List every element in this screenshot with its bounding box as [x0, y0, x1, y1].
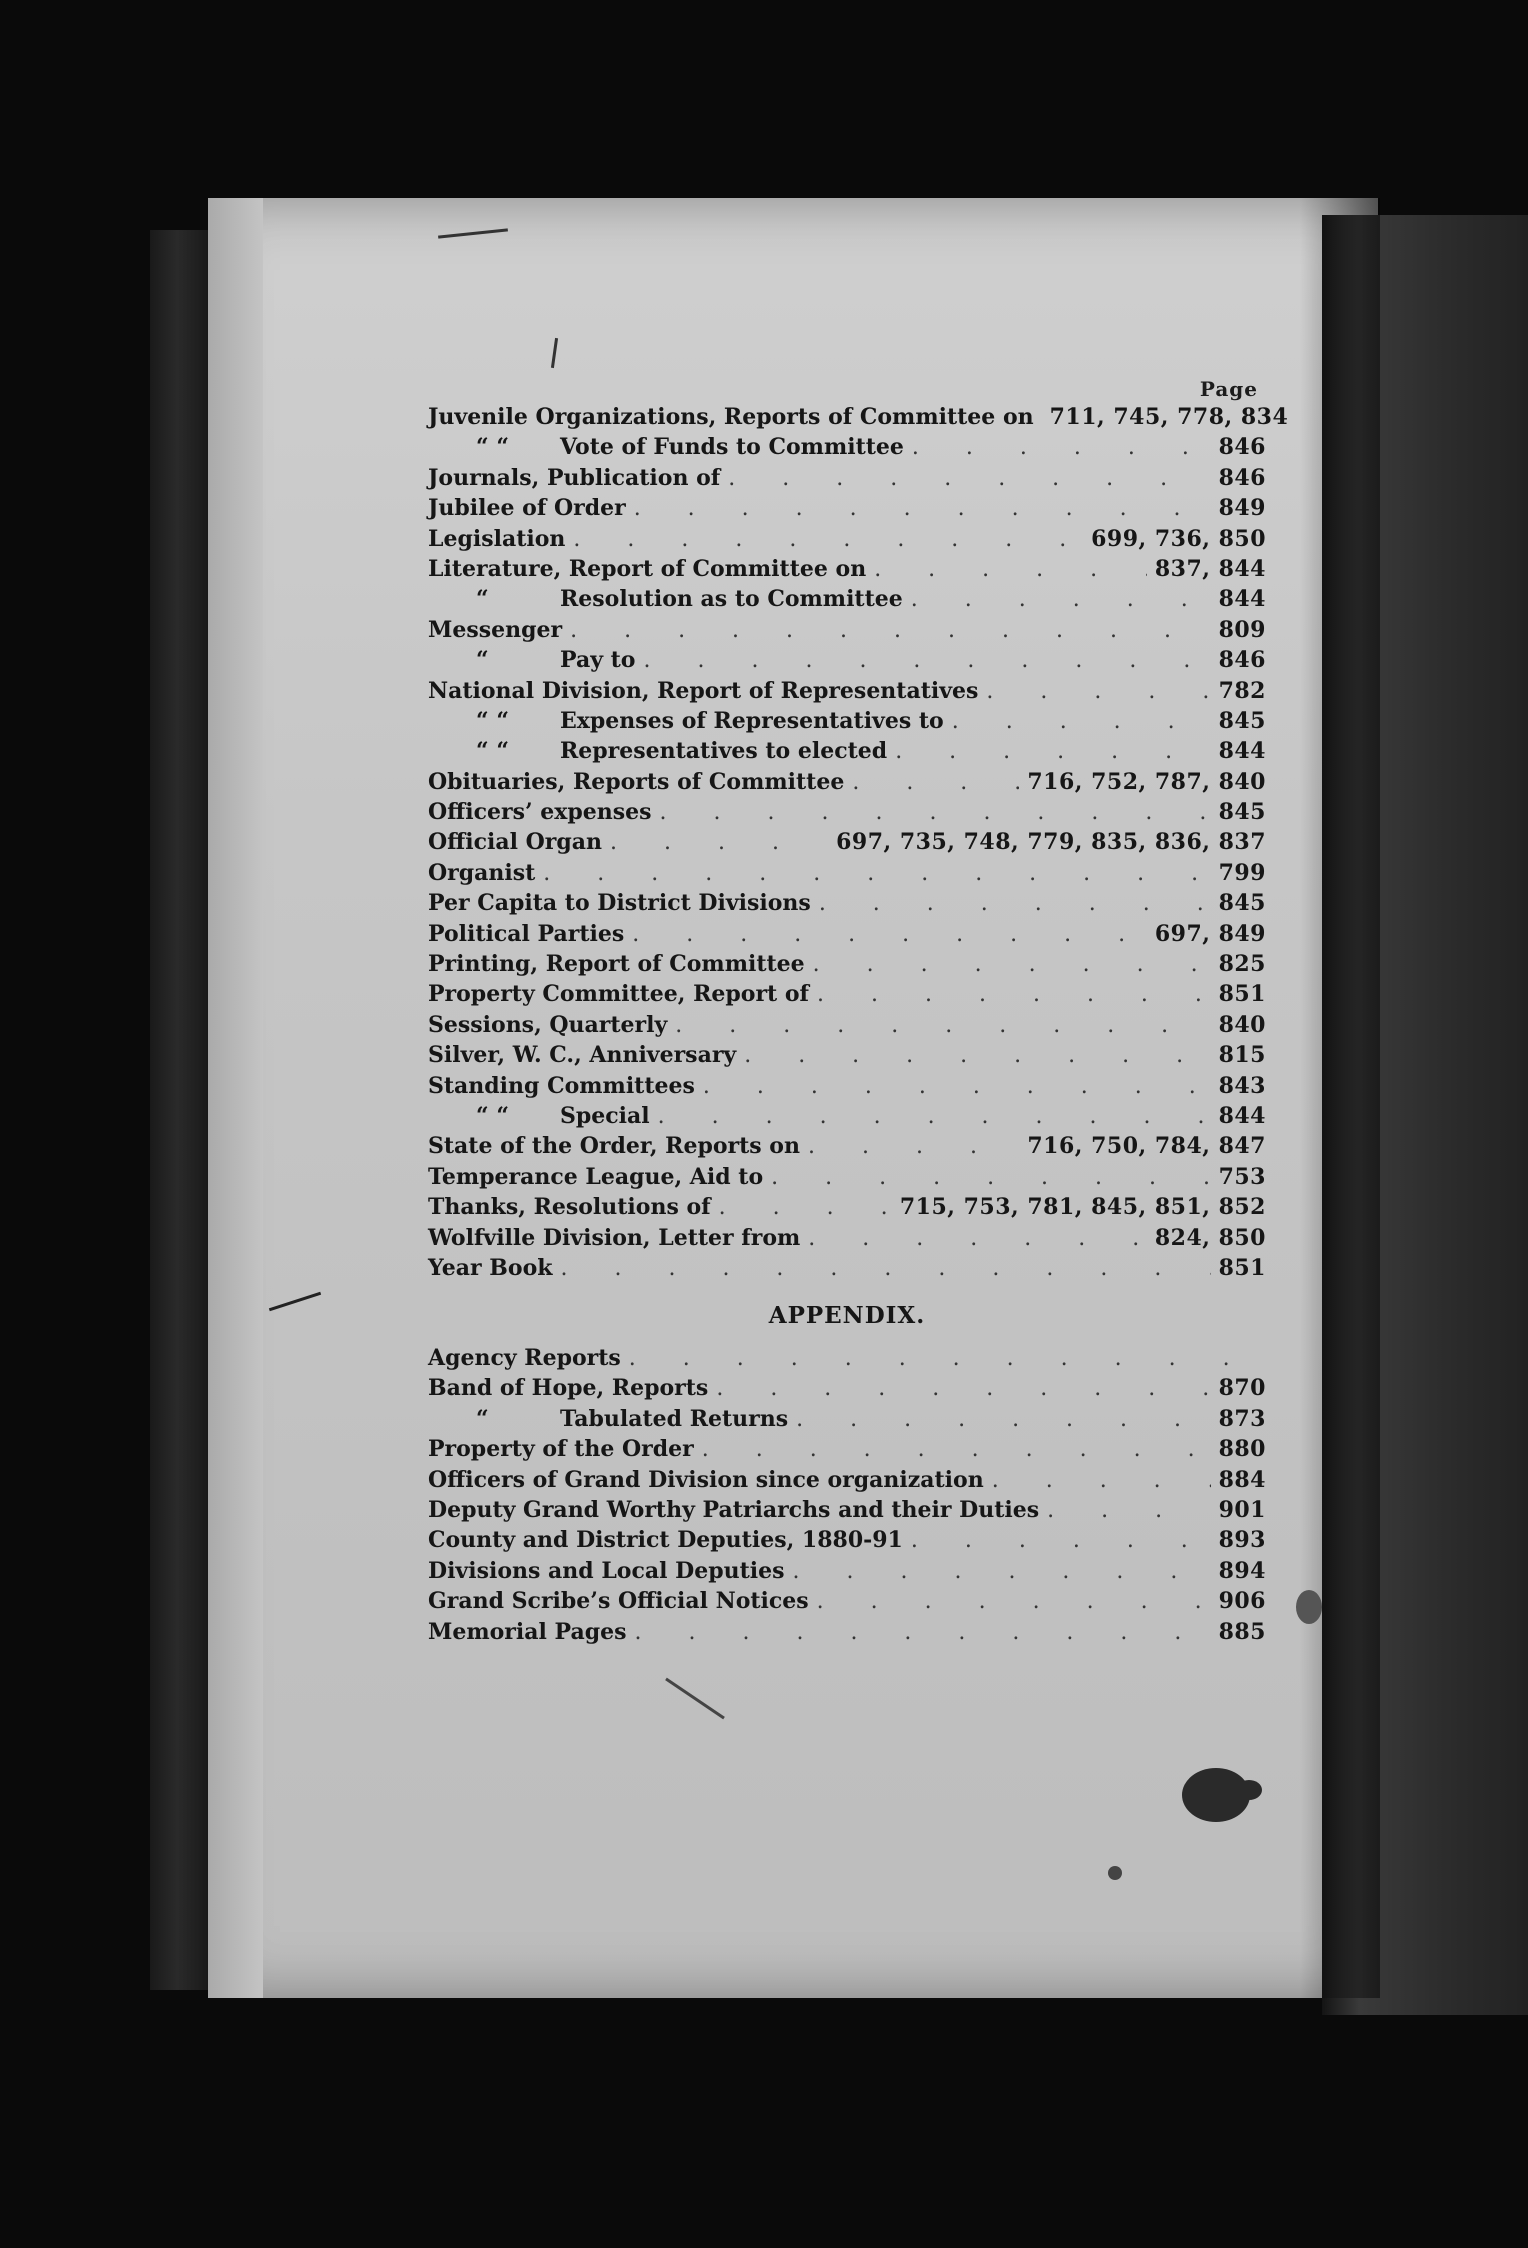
index-entry: [428, 1558, 1266, 1588]
index-entry: [428, 1345, 1266, 1375]
entry-title: Journals, Publication of: [428, 464, 721, 491]
dot-leader: [560, 1256, 1210, 1281]
dot-leader: [986, 679, 1210, 704]
entry-title: Special: [560, 1102, 650, 1129]
ditto-mark: “: [476, 586, 489, 613]
entry-title: Vote of Funds to Committee: [560, 434, 904, 461]
entry-label: [428, 1345, 621, 1371]
entry-page-numbers: 843: [1218, 1072, 1266, 1099]
entry-label: [428, 708, 944, 734]
dot-leader: [635, 1620, 1211, 1645]
index-entry: [428, 1073, 1266, 1103]
dot-leader: [744, 1043, 1210, 1068]
entry-title: Property of the Order: [428, 1436, 694, 1463]
entry-label: [428, 1103, 650, 1129]
entry-page-numbers: 753: [1218, 1163, 1266, 1190]
ditto-mark: “ “: [476, 738, 509, 765]
dot-leader: [796, 1407, 1210, 1432]
entry-title: Officers’ expenses: [428, 799, 652, 826]
entry-page-numbers: 873: [1218, 1405, 1266, 1432]
ink-stain: [1108, 1866, 1122, 1880]
index-entry: [428, 465, 1266, 495]
entry-page-numbers: 697, 849: [1154, 920, 1266, 947]
entry-page-numbers: 845: [1218, 707, 1266, 734]
index-entry: [428, 678, 1266, 708]
entry-page-numbers: 884: [1218, 1466, 1266, 1493]
entry-label: [428, 1255, 552, 1281]
dot-leader: [992, 1468, 1211, 1493]
dot-leader: [610, 830, 828, 855]
entry-page-numbers: 846: [1218, 434, 1266, 461]
entry-label: [428, 647, 636, 673]
index-entry: [428, 1619, 1266, 1649]
entry-label: [428, 1406, 788, 1432]
index-entry: [428, 647, 1266, 677]
index-entry: [428, 1194, 1266, 1224]
dot-leader: [911, 587, 1211, 612]
index-entry: [428, 1255, 1266, 1285]
dot-leader: [808, 1226, 1147, 1251]
entry-page-numbers: 870: [1218, 1375, 1266, 1402]
dot-leader: [728, 466, 1210, 491]
index-entry: [428, 1527, 1266, 1557]
entry-page-numbers: 824, 850: [1154, 1224, 1266, 1251]
entry-label: [428, 1619, 627, 1645]
index-entry: [428, 799, 1266, 829]
entry-label: [428, 1042, 736, 1068]
entry-title: Legislation: [428, 525, 566, 552]
dot-leader: [573, 527, 1083, 552]
dot-leader: [660, 800, 1211, 825]
entry-label: [428, 951, 805, 977]
dot-leader: [895, 739, 1210, 764]
dot-leader: [817, 1589, 1211, 1614]
entry-label: [428, 1527, 903, 1553]
dot-leader: [813, 952, 1211, 977]
index-entry: [428, 1225, 1266, 1255]
entry-page-numbers: 885: [1218, 1618, 1266, 1645]
entry-page-numbers: 845: [1218, 799, 1266, 826]
entry-label: [428, 465, 720, 491]
entry-label: [428, 495, 626, 521]
entry-label: [428, 586, 903, 612]
page-column-heading: Page: [1199, 377, 1258, 401]
index-entry: [428, 1012, 1266, 1042]
entry-title: Band of Hope, Reports: [428, 1375, 709, 1402]
index-entry: [428, 921, 1266, 951]
entry-page-numbers: 846: [1218, 647, 1266, 674]
entry-label: [428, 1588, 809, 1614]
ink-stain: [1236, 1780, 1262, 1800]
entry-title: Sessions, Quarterly: [428, 1011, 668, 1038]
entry-page-numbers: 715, 753, 781, 845, 851, 852: [899, 1194, 1266, 1221]
entry-page-numbers: 844: [1218, 1102, 1266, 1129]
entry-title: Year Book: [428, 1254, 553, 1281]
index-entry: [428, 586, 1266, 616]
dot-leader: [817, 982, 1211, 1007]
index-entry: [428, 769, 1266, 799]
entry-page-numbers: 893: [1218, 1527, 1266, 1554]
index-entry: [428, 1042, 1266, 1072]
entry-label: [428, 890, 811, 916]
index-entry: [428, 526, 1266, 556]
entry-label: [428, 1164, 763, 1190]
index-entry: [428, 1164, 1266, 1194]
index-entry: [428, 738, 1266, 768]
entry-label: [428, 1497, 1039, 1523]
index-entry: [428, 1406, 1266, 1436]
dot-leader: [570, 618, 1210, 643]
entry-title: Official Organ: [428, 829, 602, 856]
entry-page-numbers: 699, 736, 850: [1091, 525, 1266, 552]
entry-label: [428, 1194, 711, 1220]
entry-title: Expenses of Representatives to: [560, 707, 944, 734]
index-entry: [428, 981, 1266, 1011]
entry-page-numbers: 697, 735, 748, 779, 835, 836, 837: [836, 829, 1266, 856]
appendix-list: [428, 1345, 1266, 1649]
entry-title: Per Capita to District Divisions: [428, 890, 811, 917]
entry-page-numbers: 894: [1218, 1557, 1266, 1584]
entry-label: [428, 921, 624, 947]
entry-title: Thanks, Resolutions of: [428, 1194, 711, 1221]
entry-page-numbers: 851: [1218, 981, 1266, 1008]
index-entry: [428, 1497, 1266, 1527]
entry-page-numbers: 809: [1218, 616, 1266, 643]
dot-leader: [716, 1376, 1210, 1401]
dot-leader: [852, 770, 1019, 795]
dot-leader: [793, 1559, 1211, 1584]
entry-title: Resolution as to Committee: [560, 586, 903, 613]
ditto-mark: “ “: [476, 434, 509, 461]
entry-label: [428, 769, 844, 795]
entry-title: Jubilee of Order: [428, 495, 626, 522]
dot-leader: [771, 1165, 1210, 1190]
entry-page-numbers: 825: [1218, 951, 1266, 978]
dot-leader: [912, 435, 1211, 460]
entry-page-numbers: 716, 752, 787, 840: [1027, 768, 1266, 795]
entry-label: [428, 678, 978, 704]
entry-page-numbers: 844: [1218, 738, 1266, 765]
entry-title: Silver, W. C., Anniversary: [428, 1042, 737, 1069]
ditto-mark: “: [476, 1405, 489, 1432]
entry-label: [428, 1133, 800, 1159]
index-entry: [428, 708, 1266, 738]
entry-page-numbers: 799: [1218, 859, 1266, 886]
dot-leader: [911, 1528, 1211, 1553]
entry-title: Representatives to elected: [560, 738, 888, 765]
entry-page-numbers: 845: [1218, 890, 1266, 917]
entry-page-numbers: 716, 750, 784, 847: [1027, 1133, 1266, 1160]
entry-label: [428, 1467, 984, 1493]
index-entry: [428, 1133, 1266, 1163]
entry-title: Divisions and Local Deputies: [428, 1557, 785, 1584]
entry-title: Printing, Report of Committee: [428, 951, 805, 978]
entry-label: [428, 1375, 708, 1401]
dot-leader: [629, 1346, 1258, 1371]
ditto-mark: “ “: [476, 707, 509, 734]
index-entry: [428, 434, 1266, 464]
entry-label: [428, 1436, 694, 1462]
entry-label: [428, 617, 562, 643]
ditto-mark: “ “: [476, 1102, 509, 1129]
dot-leader: [703, 1074, 1211, 1099]
index-entry: [428, 951, 1266, 981]
entry-title: National Division, Report of Representatives: [428, 677, 979, 704]
entry-label: [428, 1073, 695, 1099]
index-entry: [428, 1588, 1266, 1618]
entry-page-numbers: 844: [1218, 586, 1266, 613]
entry-page-numbers: 849: [1218, 495, 1266, 522]
index-entry: [428, 1436, 1266, 1466]
entry-label: [428, 556, 866, 582]
entry-label: [428, 981, 809, 1007]
dot-leader: [1047, 1498, 1210, 1523]
entry-label: [428, 1558, 785, 1584]
entry-label: [428, 404, 1034, 430]
ditto-mark: “: [476, 647, 489, 674]
index-entry: [428, 1467, 1266, 1497]
appendix-heading: APPENDIX.: [768, 1302, 926, 1329]
entry-title: County and District Deputies, 1880-91: [428, 1527, 903, 1554]
entry-title: Agency Reports: [428, 1345, 621, 1371]
entry-title: Temperance League, Aid to: [428, 1163, 764, 1190]
entry-page-numbers: 782: [1218, 677, 1266, 704]
dot-leader: [874, 557, 1147, 582]
entry-label: [428, 738, 887, 764]
entry-title: State of the Order, Reports on: [428, 1133, 800, 1160]
index-entry: [428, 1375, 1266, 1405]
entry-title: Deputy Grand Worthy Patriarchs and their Duties: [428, 1496, 1040, 1523]
entry-title: Obituaries, Reports of Committee: [428, 768, 845, 795]
entry-page-numbers: 840: [1218, 1011, 1266, 1038]
index-entry: [428, 556, 1266, 586]
dot-leader: [632, 922, 1147, 947]
ink-stain: [1296, 1590, 1322, 1624]
entry-page-numbers: 880: [1218, 1436, 1266, 1463]
entry-page-numbers: 837, 844: [1154, 555, 1266, 582]
entry-page-numbers: 851: [1218, 1254, 1266, 1281]
dot-leader: [808, 1134, 1019, 1159]
dot-leader: [644, 648, 1211, 673]
dot-leader: [952, 709, 1211, 734]
page-gutter-shadow: [1300, 198, 1380, 1998]
entry-title: Political Parties: [428, 920, 625, 947]
index-entry: [428, 890, 1266, 920]
entry-title: Memorial Pages: [428, 1618, 627, 1645]
entry-title: Wolfville Division, Letter from: [428, 1224, 801, 1251]
dot-leader: [819, 891, 1211, 916]
entry-label: [428, 526, 565, 552]
dot-leader: [702, 1437, 1211, 1462]
entry-label: [428, 434, 904, 460]
entry-title: Messenger: [428, 616, 563, 643]
dot-leader: [543, 861, 1210, 886]
entry-title: Grand Scribe’s Official Notices: [428, 1588, 809, 1615]
entry-page-numbers: 711, 745, 778, 834: [1049, 404, 1289, 430]
dot-leader: [719, 1195, 892, 1220]
page-margin-strip: [208, 198, 263, 1998]
index-entry: [428, 495, 1266, 525]
index-entry: [428, 404, 1289, 434]
entry-title: Tabulated Returns: [560, 1405, 789, 1432]
entry-page-numbers: 901: [1218, 1496, 1266, 1523]
entry-title: Officers of Grand Division since organization: [428, 1466, 984, 1493]
entry-page-numbers: 815: [1218, 1042, 1266, 1069]
entry-page-numbers: 906: [1218, 1588, 1266, 1615]
entry-page-numbers: 846: [1218, 464, 1266, 491]
entry-title: Organist: [428, 859, 536, 886]
index-entry: [428, 829, 1266, 859]
index-entry: [428, 1103, 1266, 1133]
entry-title: Property Committee, Report of: [428, 981, 810, 1008]
entry-label: [428, 1012, 667, 1038]
entry-label: [428, 799, 652, 825]
index-entry: [428, 617, 1266, 647]
entry-label: [428, 1225, 800, 1251]
entry-title: Juvenile Organizations, Reports of Committee on: [428, 404, 1034, 430]
dot-leader: [634, 496, 1211, 521]
entry-label: [428, 860, 535, 886]
entry-label: [428, 829, 602, 855]
entry-title: Literature, Report of Committee on: [428, 555, 867, 582]
entry-title: Standing Committees: [428, 1072, 695, 1099]
entry-title: Pay to: [560, 647, 636, 674]
dot-leader: [675, 1013, 1210, 1038]
index-list: [428, 404, 1289, 1285]
dot-leader: [658, 1104, 1211, 1129]
index-entry: [428, 860, 1266, 890]
